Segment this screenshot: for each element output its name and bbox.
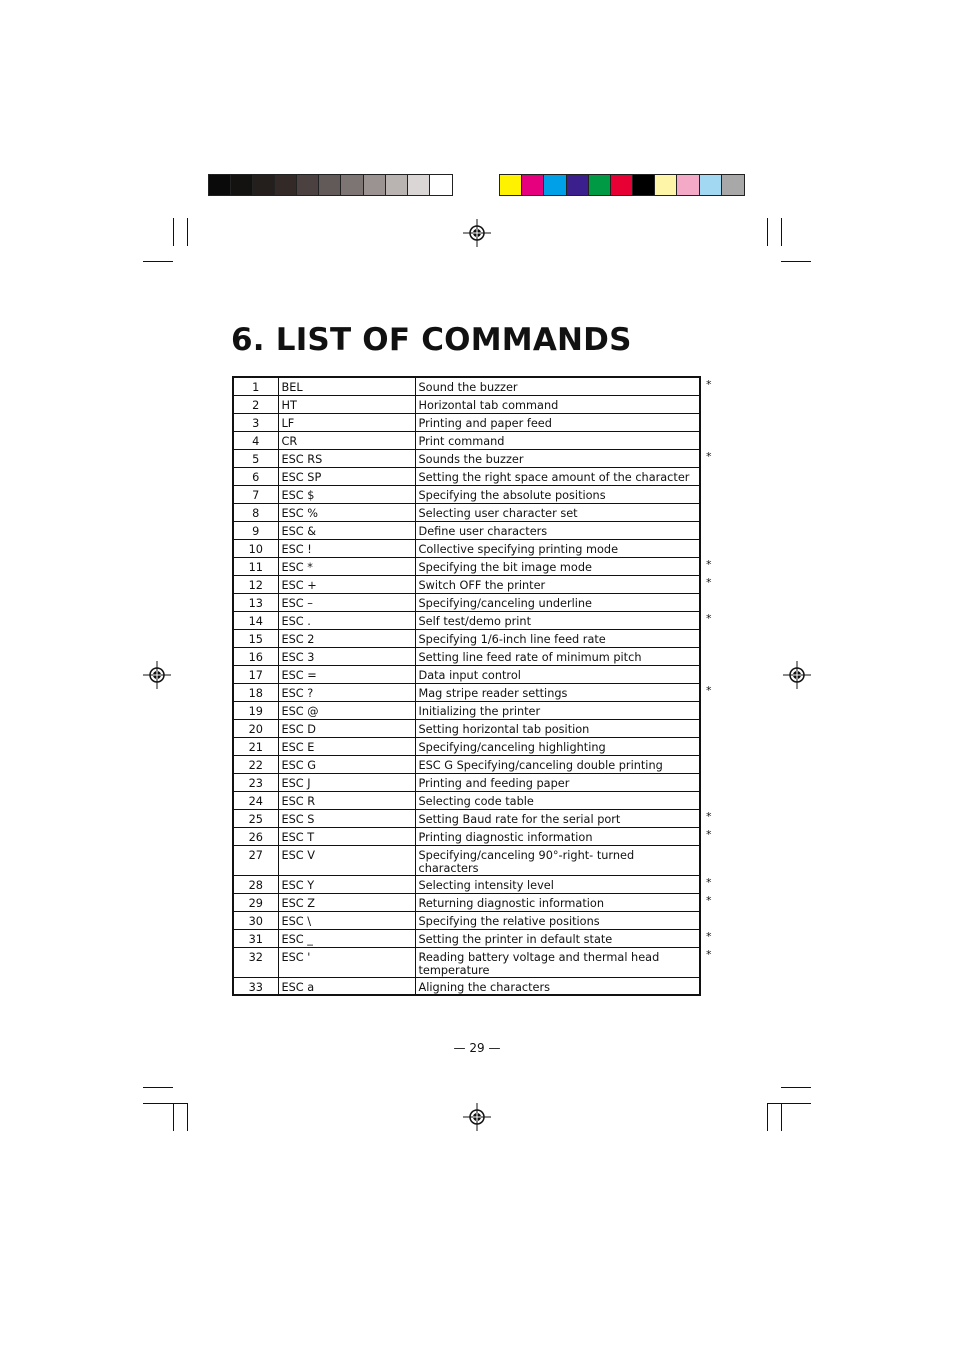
cell-desc: Specifying/canceling 90°-right- turned characters (415, 845, 700, 875)
cell-desc: Mag stripe reader settings (415, 683, 700, 701)
cell-desc: Sounds the buzzer (415, 449, 700, 467)
cell-num: 4 (233, 431, 278, 449)
table-row (233, 485, 700, 503)
cell-cmd: ESC % (278, 503, 415, 521)
cell-num: 24 (233, 791, 278, 809)
cell-cmd: ESC $ (278, 485, 415, 503)
cell-num: 20 (233, 719, 278, 737)
support-mark: * (706, 558, 712, 571)
color-swatch (430, 175, 452, 195)
cell-num: 17 (233, 665, 278, 683)
table-row (233, 665, 700, 683)
cell-desc: Specifying the relative positions (415, 911, 700, 929)
cell-desc: Collective specifying printing mode (415, 539, 700, 557)
color-swatch (386, 175, 408, 195)
table-row (233, 503, 700, 521)
table-row (233, 791, 700, 809)
cell-cmd: ESC J (278, 773, 415, 791)
cell-desc: Selecting user character set (415, 503, 700, 521)
cell-desc: Selecting code table (415, 791, 700, 809)
cell-desc: Reading battery voltage and thermal head temperature (415, 947, 700, 977)
cell-cmd: ESC E (278, 737, 415, 755)
cell-desc: Horizontal tab command (415, 395, 700, 413)
registration-mark-icon (143, 661, 171, 689)
table-row (233, 701, 700, 719)
cell-num: 16 (233, 647, 278, 665)
table-row (233, 755, 700, 773)
color-swatch (544, 175, 566, 195)
registration-mark-icon (463, 1103, 491, 1131)
cell-desc: Self test/demo print (415, 611, 700, 629)
cell-num: 3 (233, 413, 278, 431)
cell-cmd: ESC = (278, 665, 415, 683)
table-row (233, 683, 700, 701)
color-swatch (522, 175, 544, 195)
support-mark: * (706, 612, 712, 625)
cell-desc: Initializing the printer (415, 701, 700, 719)
registration-mark-icon (463, 219, 491, 247)
support-mark: * (706, 810, 712, 823)
cell-desc: Returning diagnostic information (415, 893, 700, 911)
color-swatch (275, 175, 297, 195)
cell-desc: Specifying/canceling highlighting (415, 737, 700, 755)
support-mark: * (706, 450, 712, 463)
cell-num: 33 (233, 977, 278, 995)
cell-cmd: ESC . (278, 611, 415, 629)
color-swatch (633, 175, 655, 195)
color-swatch (677, 175, 699, 195)
cell-desc: Setting the printer in default state (415, 929, 700, 947)
cell-num: 28 (233, 875, 278, 893)
cell-cmd: ESC a (278, 977, 415, 995)
cell-cmd: CR (278, 431, 415, 449)
cell-cmd: ESC & (278, 521, 415, 539)
cell-cmd: ESC ? (278, 683, 415, 701)
color-swatch (700, 175, 722, 195)
cell-cmd: ESC D (278, 719, 415, 737)
support-mark: * (706, 876, 712, 889)
support-mark: * (706, 576, 712, 589)
cell-cmd: ESC \ (278, 911, 415, 929)
cell-desc: Setting the right space amount of the character (415, 467, 700, 485)
cell-num: 31 (233, 929, 278, 947)
table-row (233, 449, 700, 467)
cell-cmd: ESC ' (278, 947, 415, 977)
commands-table (232, 376, 701, 996)
cell-num: 2 (233, 395, 278, 413)
color-swatch (722, 175, 744, 195)
cell-cmd: LF (278, 413, 415, 431)
cell-cmd: ESC – (278, 593, 415, 611)
cell-desc: Switch OFF the printer (415, 575, 700, 593)
table-row (233, 737, 700, 755)
cell-num: 1 (233, 377, 278, 395)
cell-desc: Specifying the bit image mode (415, 557, 700, 575)
color-swatch (611, 175, 633, 195)
cell-num: 14 (233, 611, 278, 629)
table-row (233, 395, 700, 413)
table-row (233, 911, 700, 929)
cell-desc: Specifying 1/6-inch line feed rate (415, 629, 700, 647)
table-row (233, 647, 700, 665)
color-swatch (297, 175, 319, 195)
cell-desc: Specifying/canceling underline (415, 593, 700, 611)
cell-cmd: ESC SP (278, 467, 415, 485)
cell-cmd: ESC G (278, 755, 415, 773)
cell-cmd: ESC V (278, 845, 415, 875)
cell-cmd: ESC ! (278, 539, 415, 557)
cell-num: 9 (233, 521, 278, 539)
color-swatch (364, 175, 386, 195)
table-row (233, 893, 700, 911)
table-row (233, 875, 700, 893)
cell-cmd: ESC RS (278, 449, 415, 467)
cell-cmd: ESC * (278, 557, 415, 575)
color-swatch (231, 175, 253, 195)
table-row (233, 575, 700, 593)
cell-desc: Setting Baud rate for the serial port (415, 809, 700, 827)
table-row (233, 845, 700, 875)
cell-cmd: ESC 3 (278, 647, 415, 665)
table-row (233, 929, 700, 947)
cell-num: 18 (233, 683, 278, 701)
table-row (233, 809, 700, 827)
cell-cmd: ESC R (278, 791, 415, 809)
table-row (233, 773, 700, 791)
color-swatch (589, 175, 611, 195)
page-number: — 29 — (453, 1041, 501, 1055)
cell-cmd: ESC _ (278, 929, 415, 947)
table-row (233, 521, 700, 539)
cell-num: 6 (233, 467, 278, 485)
cell-num: 11 (233, 557, 278, 575)
cell-desc: Sound the buzzer (415, 377, 700, 395)
table-row (233, 629, 700, 647)
cell-num: 26 (233, 827, 278, 845)
cell-num: 27 (233, 845, 278, 875)
cell-num: 25 (233, 809, 278, 827)
support-mark: * (706, 828, 712, 841)
page-title: 6. LIST OF COMMANDS (231, 322, 632, 358)
cell-desc: Printing and paper feed (415, 413, 700, 431)
cell-num: 21 (233, 737, 278, 755)
table-row (233, 947, 700, 977)
support-mark: * (706, 684, 712, 697)
table-row (233, 413, 700, 431)
cell-num: 19 (233, 701, 278, 719)
support-mark: * (706, 948, 712, 961)
cell-num: 23 (233, 773, 278, 791)
cell-desc: Printing and feeding paper (415, 773, 700, 791)
cell-cmd: ESC @ (278, 701, 415, 719)
cell-cmd: ESC 2 (278, 629, 415, 647)
table-row (233, 593, 700, 611)
cell-desc: Aligning the characters (415, 977, 700, 995)
color-swatch (209, 175, 231, 195)
support-mark: * (706, 894, 712, 907)
cell-num: 8 (233, 503, 278, 521)
cell-desc: Print command (415, 431, 700, 449)
table-row (233, 719, 700, 737)
cell-cmd: ESC S (278, 809, 415, 827)
table-row (233, 977, 700, 995)
registration-mark-icon (783, 661, 811, 689)
cell-cmd: ESC + (278, 575, 415, 593)
table-row (233, 377, 700, 395)
table-row (233, 467, 700, 485)
cell-num: 15 (233, 629, 278, 647)
cell-cmd: BEL (278, 377, 415, 395)
color-swatch (408, 175, 430, 195)
cell-num: 10 (233, 539, 278, 557)
cell-cmd: ESC T (278, 827, 415, 845)
color-swatch-bar (499, 174, 745, 196)
color-swatch (567, 175, 589, 195)
cell-desc: Setting line feed rate of minimum pitch (415, 647, 700, 665)
cell-desc: Printing diagnostic information (415, 827, 700, 845)
table-row (233, 431, 700, 449)
table-row (233, 557, 700, 575)
cell-desc: ESC G Specifying/canceling double printing (415, 755, 700, 773)
cell-num: 32 (233, 947, 278, 977)
support-mark: * (706, 378, 712, 391)
cell-cmd: ESC Y (278, 875, 415, 893)
color-swatch (500, 175, 522, 195)
cell-desc: Setting horizontal tab position (415, 719, 700, 737)
color-swatch (253, 175, 275, 195)
color-swatch (319, 175, 341, 195)
support-mark: * (706, 930, 712, 943)
cell-num: 7 (233, 485, 278, 503)
cell-desc: Selecting intensity level (415, 875, 700, 893)
cell-cmd: HT (278, 395, 415, 413)
color-swatch (655, 175, 677, 195)
cell-desc: Data input control (415, 665, 700, 683)
cell-desc: Define user characters (415, 521, 700, 539)
cell-desc: Specifying the absolute positions (415, 485, 700, 503)
table-row (233, 539, 700, 557)
cell-num: 13 (233, 593, 278, 611)
grayscale-swatch-bar (208, 174, 453, 196)
color-swatch (341, 175, 363, 195)
table-row (233, 827, 700, 845)
cell-num: 5 (233, 449, 278, 467)
table-row (233, 611, 700, 629)
cell-num: 30 (233, 911, 278, 929)
cell-cmd: ESC Z (278, 893, 415, 911)
cell-num: 22 (233, 755, 278, 773)
cell-num: 12 (233, 575, 278, 593)
cell-num: 29 (233, 893, 278, 911)
